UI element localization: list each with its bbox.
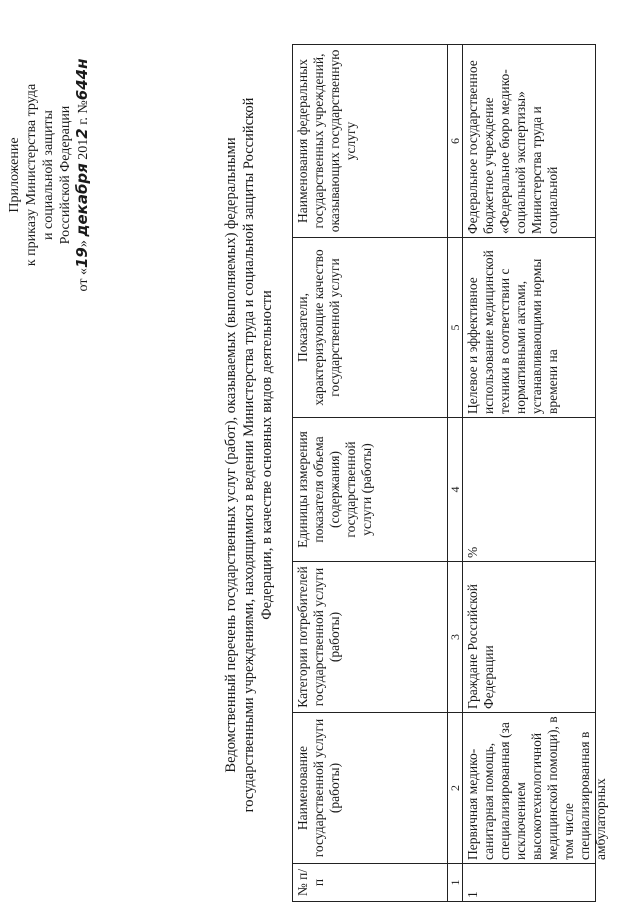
cell-unit xyxy=(463,418,596,562)
appendix-line-3: и социальной защиты xyxy=(41,110,56,240)
appendix-line-2: к приказу Министерства труда xyxy=(24,83,39,267)
order-date-line xyxy=(74,35,92,315)
title-line-3: Федерации, в качестве основных видов деятельности xyxy=(259,290,275,620)
header-service-name: Наименование государственной услуги (работы) xyxy=(293,713,448,864)
table-header-row xyxy=(293,45,448,902)
cell-consumers xyxy=(463,562,596,713)
cell-unit-text: % xyxy=(465,546,480,558)
column-number: 3 xyxy=(448,562,463,713)
cell-quality-text: Целевое и эффективное использование медицинской техники в соответствии с нормативными актами, устанавливающими нормы времени на xyxy=(465,250,560,414)
header-quality-indicators: Показатели, характеризующие качество государственной услуги xyxy=(293,238,448,418)
cell-institution xyxy=(463,45,596,238)
column-number: 6 xyxy=(448,45,463,238)
row-number: 1 xyxy=(463,864,596,902)
column-number-row xyxy=(448,45,463,902)
appendix-block xyxy=(6,35,92,315)
title-line-2: государственными учреждениями, находящимися в ведении Министерства труда и социальной защиты Российской xyxy=(241,97,257,813)
header-institutions: Наименования федеральных государственных учреждений, оказывающих государственную услугу xyxy=(293,45,448,238)
header-consumer-category: Категории потребителей государственной услуги (работы) xyxy=(293,562,448,713)
title-line-1: Ведомственный перечень государственных услуг (работ), оказываемых (выполняемых) федеральными xyxy=(223,137,239,773)
cell-consumers-text: Граждане Российской Федерации xyxy=(465,583,496,709)
appendix-line-1: Приложение xyxy=(7,137,22,213)
services-table xyxy=(292,44,608,902)
order-prefix: от « xyxy=(76,268,91,292)
cell-institution-text: Федеральное государственное бюджетное учреждение «Федеральное бюро медико-социальной экспертизы» Министерства труда и социальной xyxy=(465,60,560,234)
order-mid: » xyxy=(76,236,91,248)
order-month-handwritten: декабря xyxy=(73,163,91,237)
column-number: 4 xyxy=(448,418,463,562)
appendix-line-4: Российской Федерации xyxy=(58,105,73,245)
table-row xyxy=(463,45,596,902)
column-number: 2 xyxy=(448,713,463,864)
column-number: 1 xyxy=(448,864,463,902)
order-number-handwritten: 644н xyxy=(73,58,91,101)
header-number: № п/п xyxy=(293,864,448,902)
column-number: 5 xyxy=(448,238,463,418)
order-year-handwritten: 2 xyxy=(73,128,91,139)
document-title xyxy=(222,65,276,845)
order-day-handwritten: 19 xyxy=(73,247,91,269)
order-year: 201 xyxy=(76,138,91,164)
order-suffix: г. № xyxy=(76,100,91,129)
cell-quality xyxy=(463,238,596,418)
cell-service xyxy=(463,713,608,864)
cell-service-text: Первичная медико-санитарная помощь, специализированная (за исключением высокотехнологичной медицинской помощи), в том числе специализированная в амбулаторных xyxy=(465,716,608,860)
header-unit: Единицы измерения показателя объема (содержания) государственной услуги (работы) xyxy=(293,418,448,562)
